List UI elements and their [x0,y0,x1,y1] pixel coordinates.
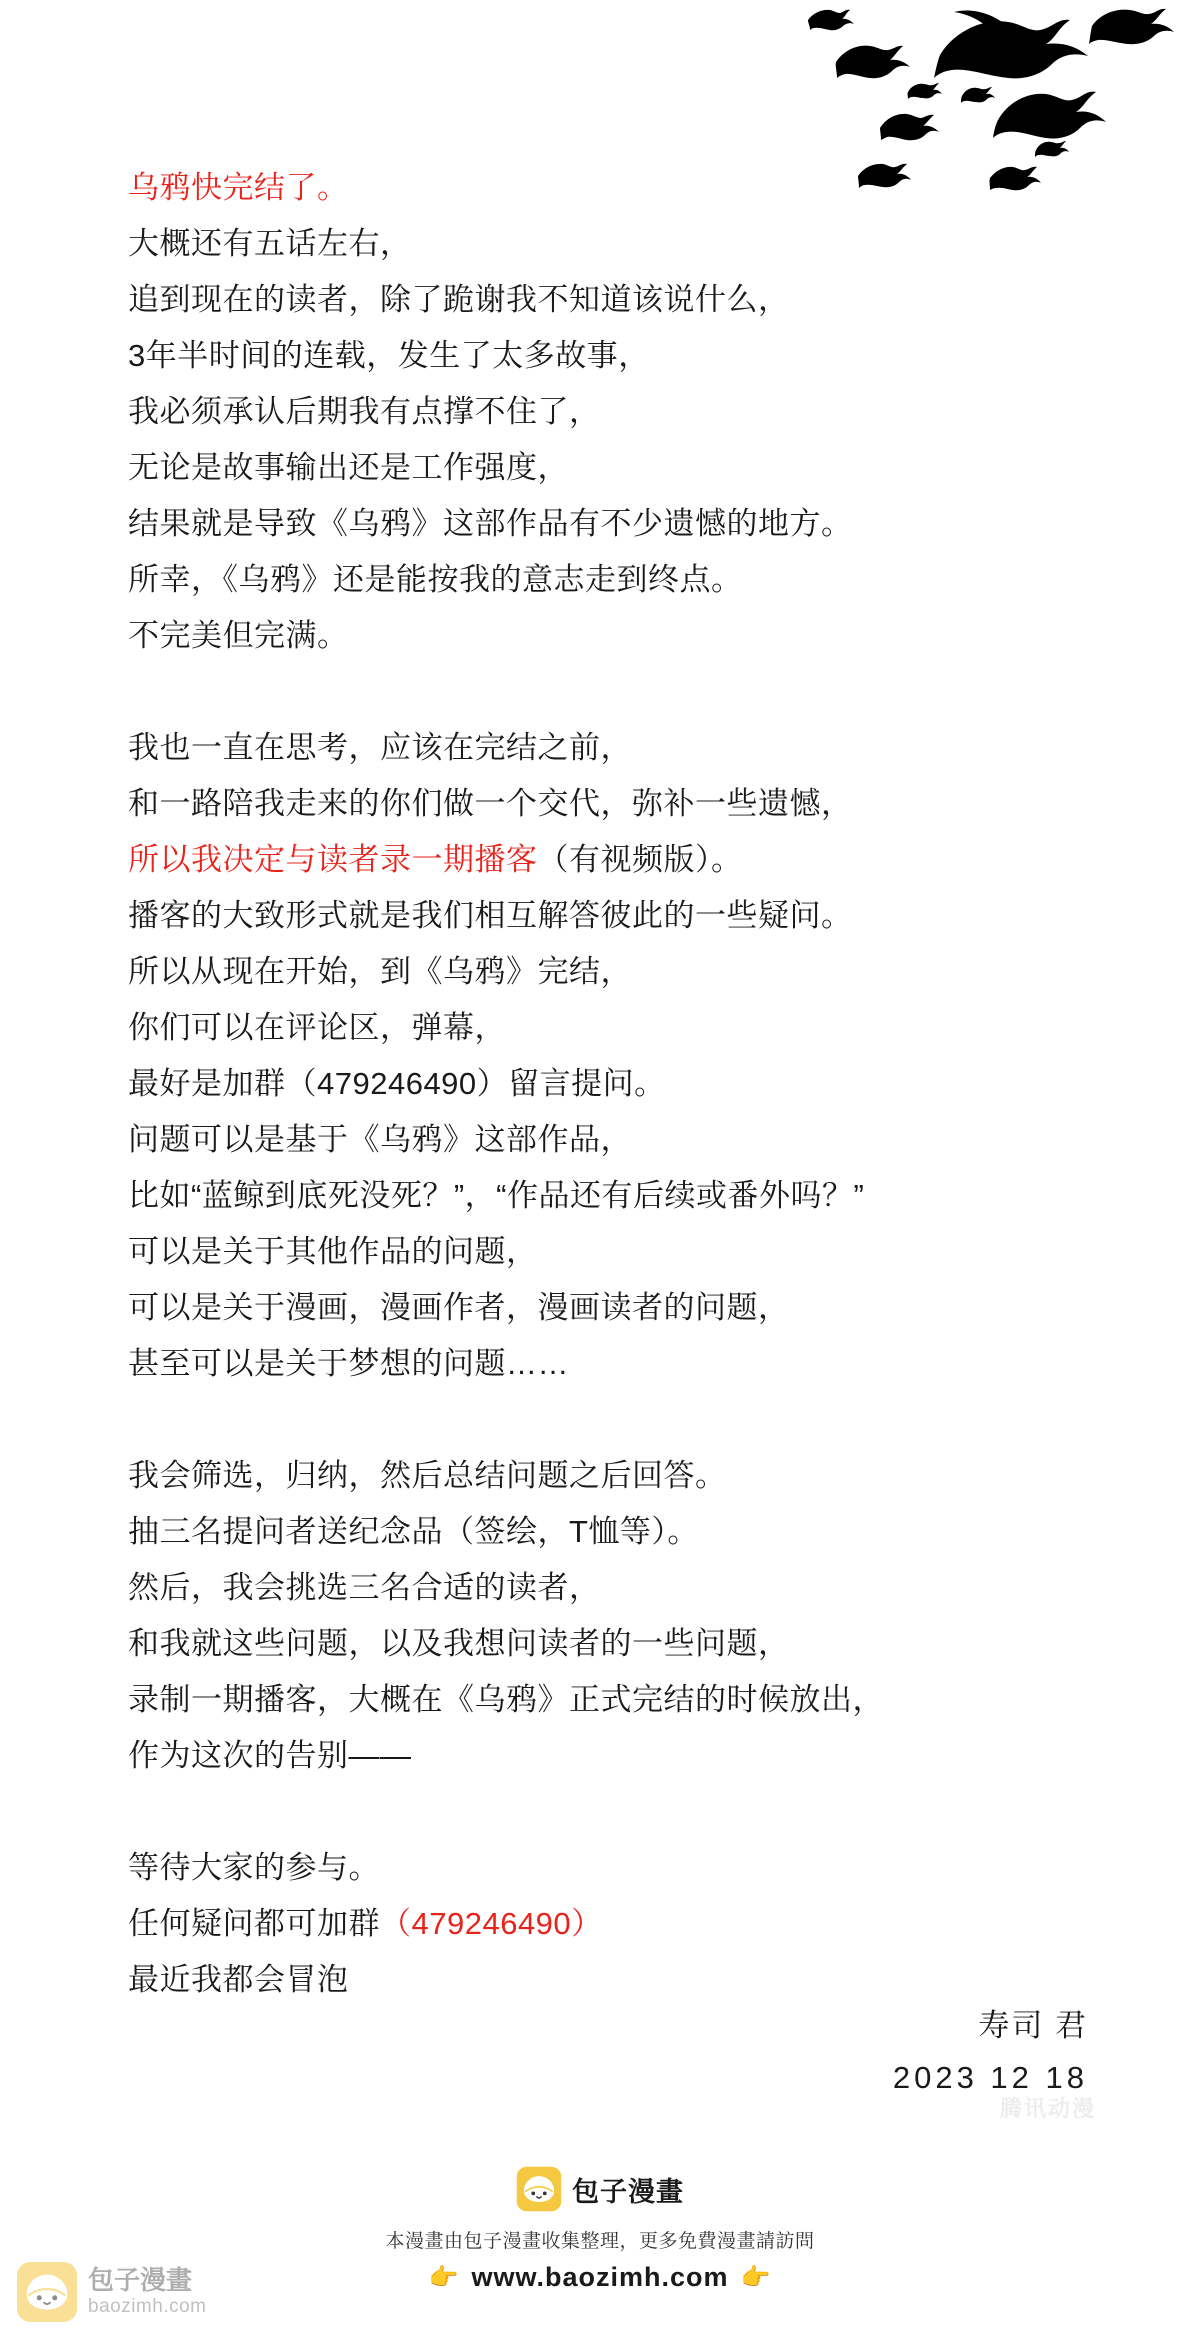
letter-line: 和我就这些问题，以及我想问读者的一些问题， [128,1626,790,1661]
letter-blank-line [128,1784,1088,1840]
letter-line: 播客的大致形式就是我们相互解答彼此的一些疑问。 [128,898,853,933]
corner-watermark-text [88,2266,207,2318]
letter-line: 可以是关于漫画，漫画作者，漫画读者的问题， [128,1290,790,1325]
letter-line-qq-prefix: 任何疑问都可加群 [128,1906,380,1941]
letter-line: 抽三名提问者送纪念品（签绘，T恤等）。 [128,1514,699,1549]
letter-line: 甚至可以是关于梦想的问题…… [128,1346,569,1381]
author-letter-text [128,160,1088,2008]
baozi-corner-logo-icon [16,2261,78,2323]
letter-line: 所以从现在开始，到《乌鸦》完结， [128,954,632,989]
pointing-hand-right-icon: 👉 [740,2264,772,2291]
letter-line: 追到现在的读者，除了跪谢我不知道该说什么， [128,282,790,317]
letter-line: 我必须承认后期我有点撑不住了， [128,394,601,429]
letter-line: 然后，我会挑选三名合适的读者， [128,1570,601,1605]
letter-line: 可以是关于其他作品的问题， [128,1234,538,1269]
letter-line-qq [128,1896,1088,1952]
footer-brand [516,2166,684,2212]
letter-line: 问题可以是基于《乌鸦》这部作品， [128,1122,632,1157]
corner-watermark-title: 包子漫畫 [88,2265,193,2296]
letter-line: 最近我都会冒泡 [128,1962,349,1997]
corner-watermark-logo [16,2261,207,2323]
letter-line: 作为这次的告别—— [128,1738,412,1773]
letter-line-podcast [128,832,1088,888]
pointing-hand-left-icon: 👉 [428,2264,460,2291]
letter-line-podcast-rest: （有视频版）。 [537,842,743,877]
letter-line: 比如“蓝鲸到底死没死？”，“作品还有后续或番外吗？” [128,1178,865,1213]
letter-line: 大概还有五话左右， [128,226,412,261]
letter-line: 等待大家的参与。 [128,1850,380,1885]
letter-line: 我会筛选，归纳，然后总结问题之后回答。 [128,1458,727,1493]
letter-line: 你们可以在评论区，弹幕， [128,1010,506,1045]
letter-line: 录制一期播客，大概在《乌鸦》正式完结的时候放出， [128,1682,884,1717]
signature-author: 寿司 君 [978,2008,1088,2043]
baozi-logo-icon [516,2166,562,2212]
letter-line: 结果就是导致《乌鸦》这部作品有不少遗憾的地方。 [128,506,853,541]
footer-brand-name: 包子漫畫 [572,2176,684,2207]
letter-blank-line [128,1392,1088,1448]
letter-highlight-podcast: 所以我决定与读者录一期播客 [128,842,538,877]
letter-line: 不完美但完满。 [128,618,349,653]
letter-line: 所幸，《乌鸦》还是能按我的意志走到终点。 [128,562,743,597]
tencent-watermark: 腾讯动漫 [999,2096,1096,2121]
letter-line: 无论是故事输出还是工作强度， [128,450,569,485]
footer [0,2158,1200,2333]
letter-blank-line [128,664,1088,720]
corner-watermark-subtitle: baozimh.com [88,2296,207,2318]
qq-group-number: （479246490） [380,1906,603,1941]
letter-line: 3年半时间的连载，发生了太多故事， [128,338,650,373]
signature-date: 2023 12 18 [892,2060,1088,2095]
signature-block [893,2000,1088,2104]
footer-note: 本漫畫由包子漫畫收集整理，更多免費漫畫請訪問 [385,2231,815,2252]
letter-line: 乌鸦快完结了。 [128,170,349,205]
letter-line: 我也一直在思考，应该在完结之前， [128,730,632,765]
footer-url-text[interactable]: www.baozimh.com [471,2262,729,2292]
letter-line: 最好是加群（479246490）留言提问。 [128,1066,666,1101]
letter-line: 和一路陪我走来的你们做一个交代，弥补一些遗憾， [128,786,853,821]
